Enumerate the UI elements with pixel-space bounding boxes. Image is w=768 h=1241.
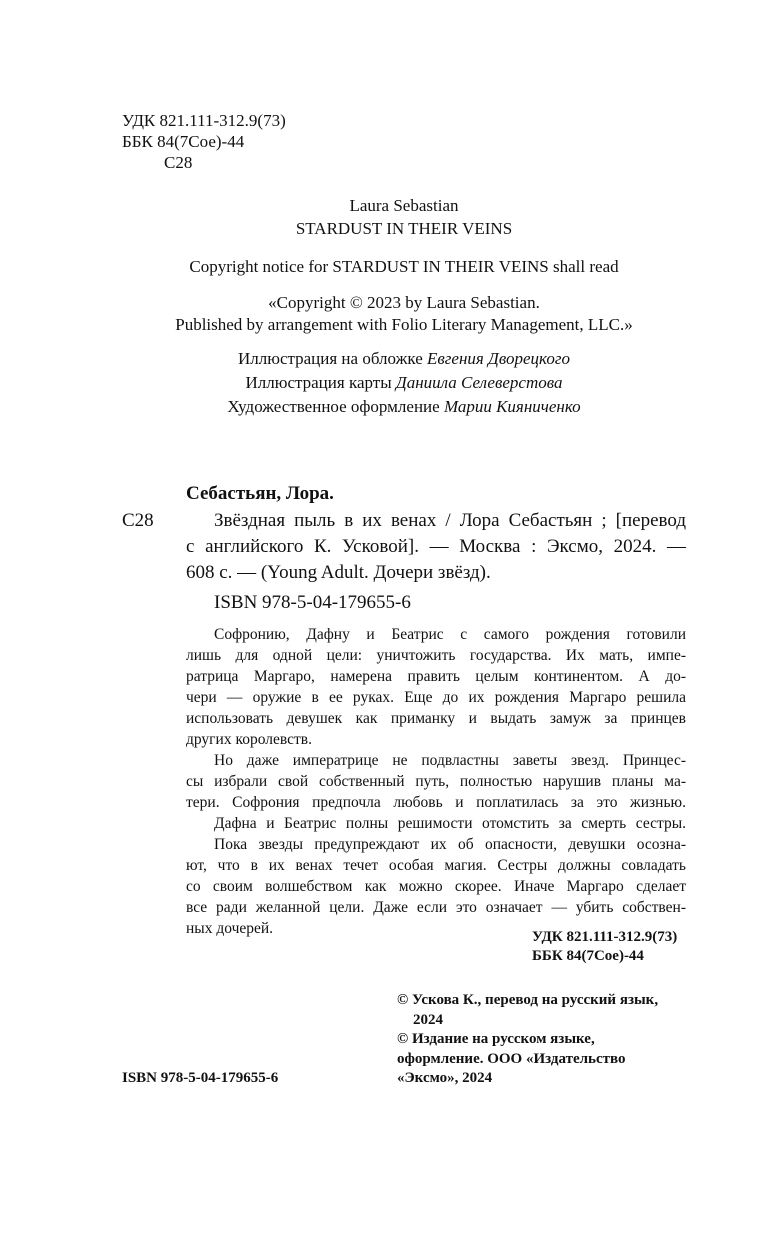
copyright-translation-year: 2024 <box>413 1012 443 1028</box>
credit-name: Даниила Селеверстова <box>395 373 563 392</box>
bottom-udk-code: УДК 821.111-312.9(73) <box>532 929 678 945</box>
credit-design <box>0 396 768 417</box>
credit-role: Иллюстрация карты <box>245 373 392 392</box>
bottom-bbk-code: ББК 84(7Сое)-44 <box>532 948 644 964</box>
annotation-line: использовать девушек как приманку и выдать замуж за принцев <box>186 710 686 727</box>
annotation-line: ных дочерей. <box>186 920 274 937</box>
original-title: STARDUST IN THEIR VEINS <box>295 219 513 238</box>
copyright-line-2: Published by arrangement with Folio Literary Management, LLC.» <box>175 315 633 334</box>
catalog-mark: С28 <box>122 510 154 531</box>
copyright-edition: © Издание на русском языке, <box>397 1031 595 1047</box>
annotation-line: ют, что в их венах течет особая магия. Сестры должны совладать <box>186 857 686 874</box>
copyright-translation: © Ускова К., перевод на русский язык, <box>397 992 659 1008</box>
annotation-line: других королевств. <box>186 731 312 748</box>
annotation-line: сы избрали свой собственный путь, полностью нарушив планы ма- <box>186 773 686 790</box>
credit-role: Иллюстрация на обложке <box>238 349 423 368</box>
annotation-line: чери — оружие в ее руках. Еще до их рождения Маргаро решила <box>186 689 686 706</box>
credit-name: Марии Кияниченко <box>443 397 581 416</box>
annotation-line: Пока звезды предупреждают их об опасности, девушки осозна- <box>214 836 686 853</box>
udk-code: УДК 821.111-312.9(73) <box>122 111 286 130</box>
credit-map <box>0 372 768 393</box>
catalog-isbn: ISBN 978-5-04-179655-6 <box>214 592 411 613</box>
annotation-line: ратрица Маргаро, намерена править целым континентом. А до- <box>186 668 686 685</box>
annotation-line: Но даже императрице не подвластны заветы звезд. Принцес- <box>214 752 686 769</box>
copyright-line-1: «Copyright © 2023 by Laura Sebastian. <box>268 293 540 312</box>
catalog-line-2: с английского К. Усковой]. — Москва : Эксмо, 2024. — <box>186 536 686 557</box>
annotation-line: со своим волшебством как можно скорее. Иначе Маргаро сделает <box>186 878 686 895</box>
credit-cover <box>0 348 768 369</box>
annotation-line: Софронию, Дафну и Беатрис с самого рождения готовили <box>214 626 686 643</box>
copyright-intro: Copyright notice for STARDUST IN THEIR VEINS shall read <box>189 257 619 276</box>
catalog-line-3: 608 с. — (Young Adult. Дочери звёзд). <box>186 562 491 583</box>
original-author: Laura Sebastian <box>349 196 459 215</box>
catalog-line-1: Звёздная пыль в их венах / Лора Себастьян ; [перевод <box>214 510 686 531</box>
credit-name: Евгения Дворецкого <box>427 349 570 368</box>
copyright-edition-line-3: «Эксмо», 2024 <box>397 1070 493 1086</box>
bbk-code: ББК 84(7Сое)-44 <box>122 132 245 151</box>
credit-role: Художественное оформление <box>227 397 440 416</box>
annotation-line: тери. Софрония предпочла любовь и поплатилась за это жизнью. <box>186 794 686 811</box>
annotation-line: Дафна и Беатрис полны решимости отомстить за смерть сестры. <box>214 815 686 832</box>
bottom-isbn: ISBN 978-5-04-179655-6 <box>122 1070 279 1086</box>
catalog-heading: Себастьян, Лора. <box>186 483 334 504</box>
annotation-line: все ради желанной цели. Даже если это означает — убить собствен- <box>186 899 686 916</box>
copyright-edition-line-2: оформление. ООО «Издательство <box>397 1051 626 1067</box>
annotation-line: лишь для одной цели: уничтожить государства. Их мать, импе- <box>186 647 686 664</box>
author-mark: С28 <box>164 153 193 172</box>
